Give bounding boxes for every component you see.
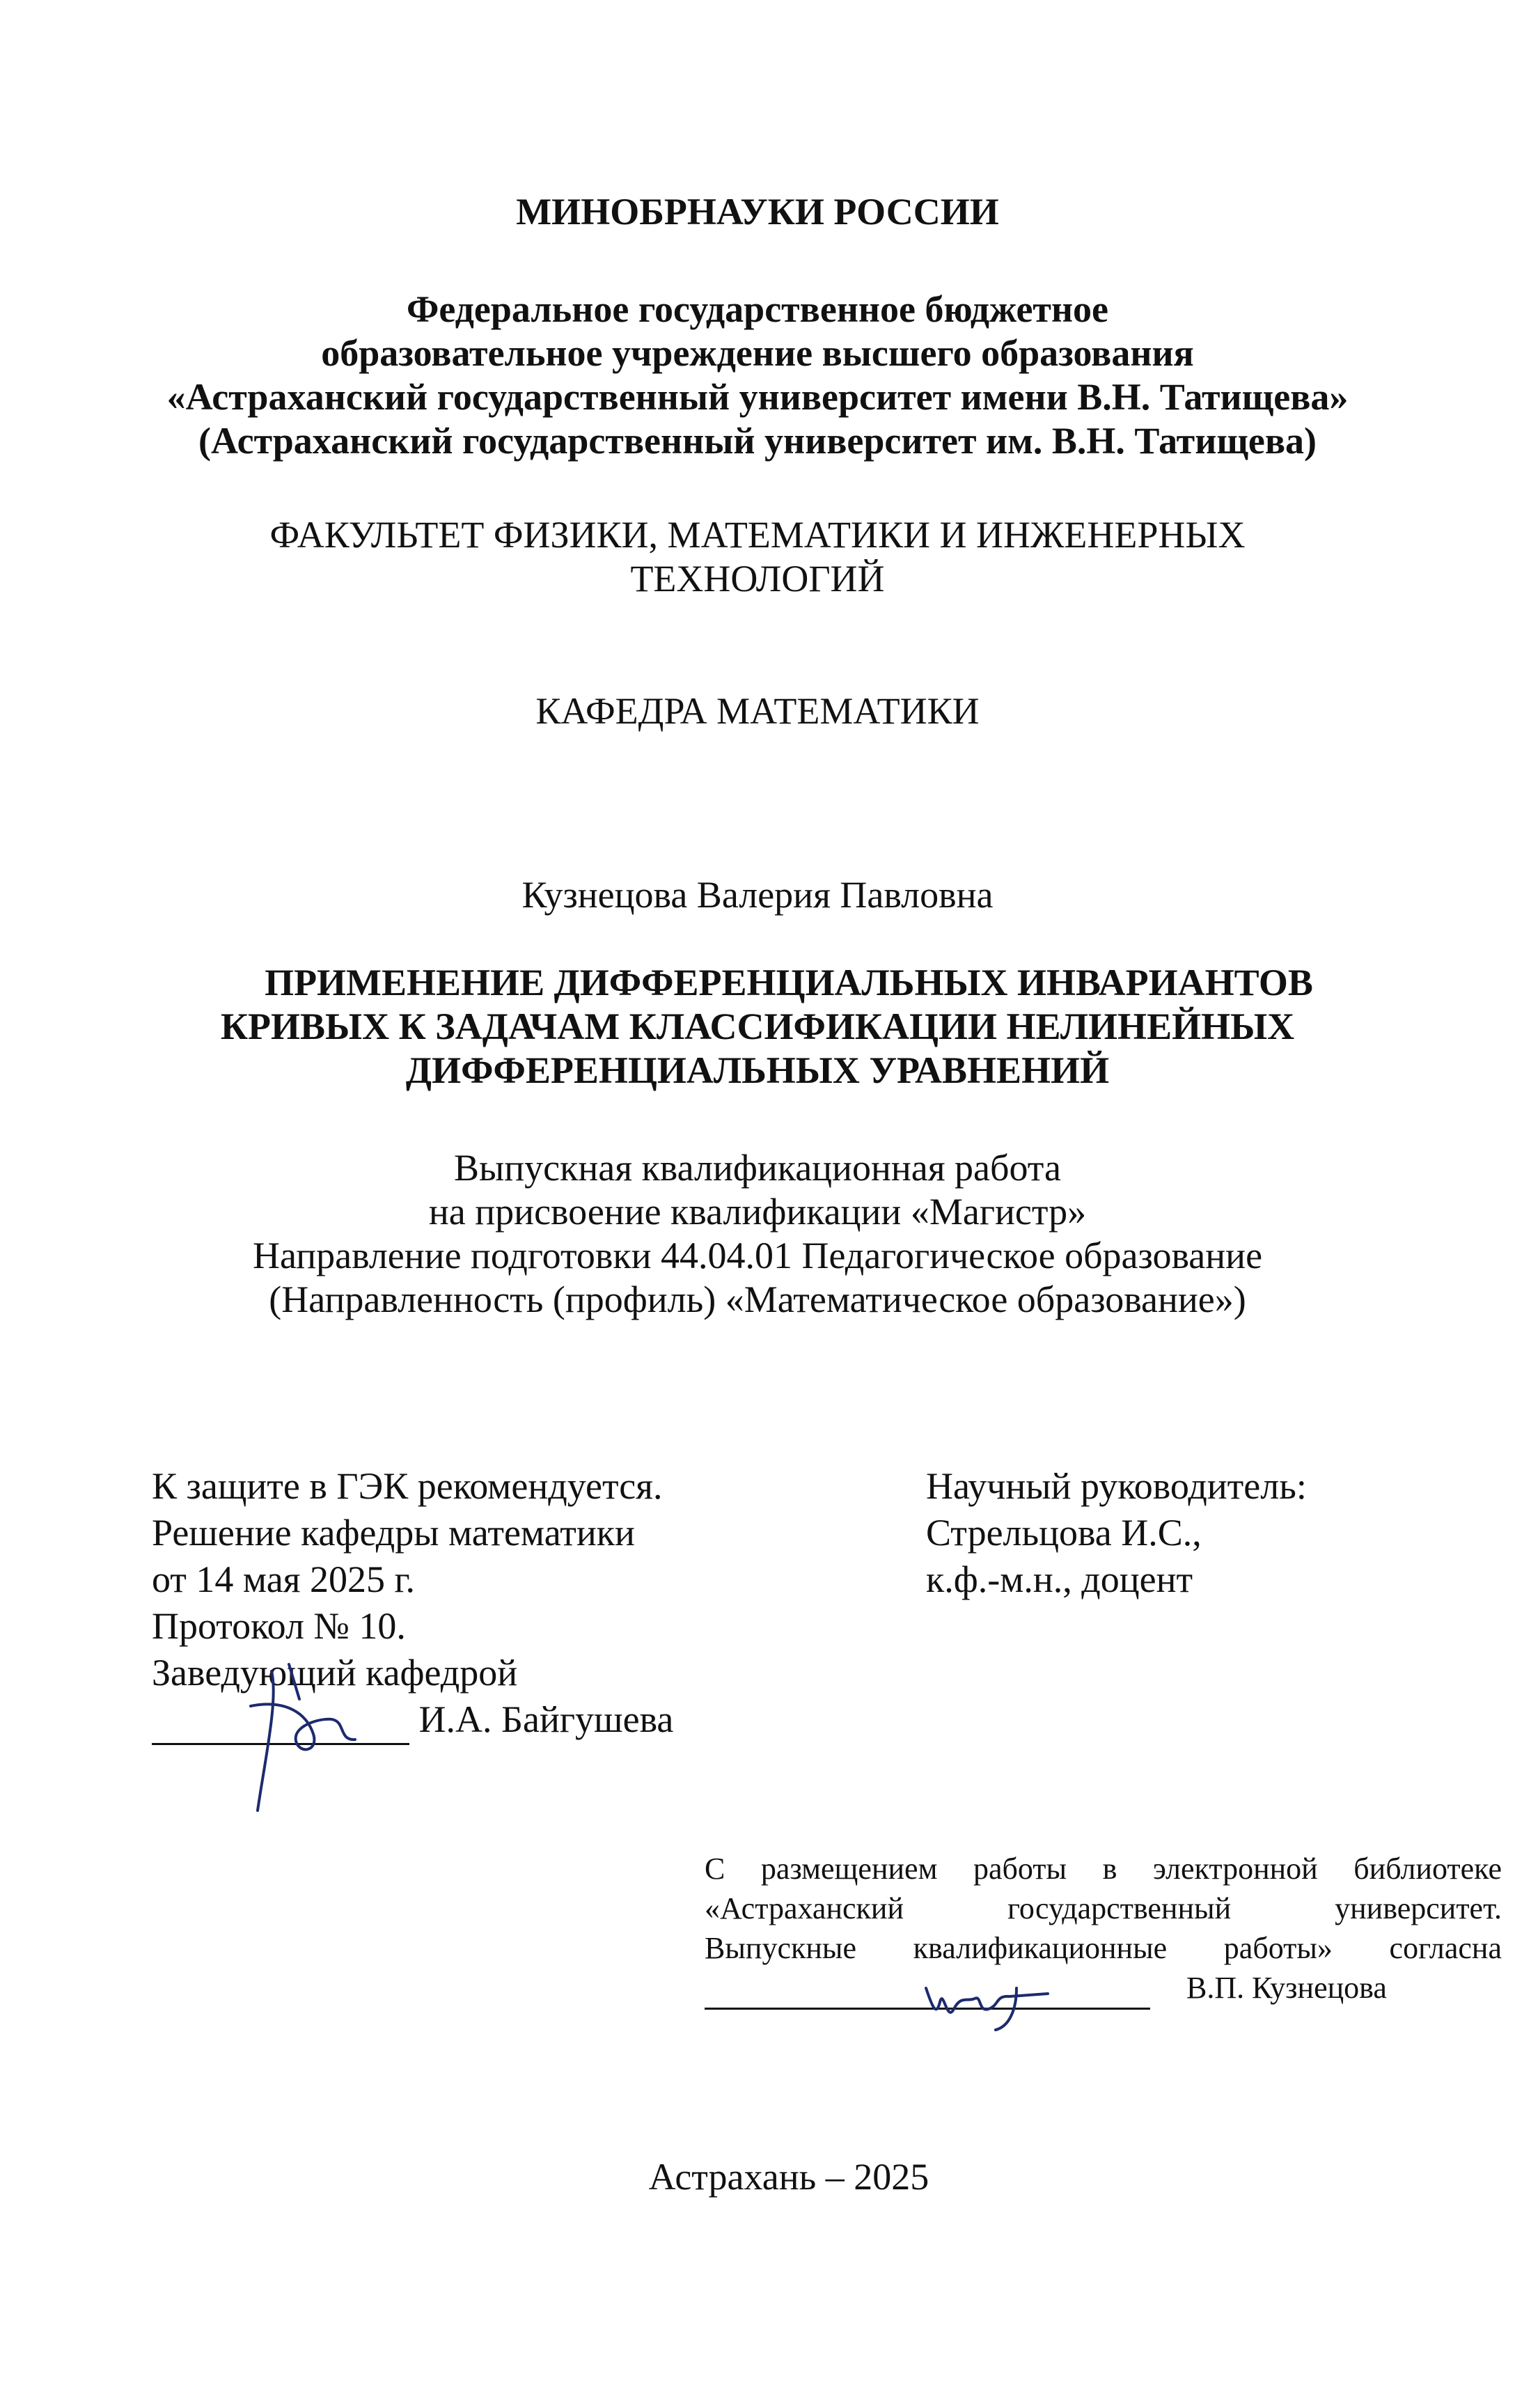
library-signature-row bbox=[705, 1968, 1502, 2010]
supervisor-degree: к.ф.-м.н., доцент bbox=[926, 1558, 1193, 1600]
institution-line-1: Федеральное государственное бюджетное bbox=[406, 288, 1109, 330]
institution-line-4: (Астраханский государственный университет им. В.Н. Татищева) bbox=[198, 420, 1317, 462]
study-profile: (Направленность (профиль) «Математическое образование») bbox=[269, 1279, 1246, 1320]
approval-line-3: от 14 мая 2025 г. bbox=[152, 1558, 416, 1600]
library-consent-line-3: Выпускные квалификационные работы» согласна bbox=[705, 1931, 1502, 1965]
department-heading: КАФЕДРА МАТЕМАТИКИ bbox=[535, 690, 980, 732]
library-consent-line-2: «Астраханский государственный университет. bbox=[705, 1891, 1502, 1925]
thesis-title-line-3: ДИФФЕРЕНЦИАЛЬНЫХ УРАВНЕНИЙ bbox=[405, 1049, 1110, 1091]
work-type-line-1: Выпускная квалификационная работа bbox=[453, 1147, 1062, 1189]
institution-line-3: «Астраханский государственный университет имени В.Н. Татищева» bbox=[166, 376, 1349, 418]
study-direction: Направление подготовки 44.04.01 Педагогическое образование bbox=[252, 1235, 1263, 1276]
student-signature bbox=[912, 1960, 1051, 2037]
institution-line-2: образовательное учреждение высшего образования bbox=[321, 332, 1194, 374]
approval-line-1: К защите в ГЭК рекомендуется. bbox=[152, 1465, 663, 1507]
supervisor-name: Стрельцова И.С., bbox=[926, 1512, 1202, 1554]
ministry-heading: МИНОБРНАУКИ РОССИИ bbox=[516, 191, 999, 233]
faculty-line-2: ТЕХНОЛОГИЙ bbox=[630, 558, 885, 600]
city-year: Астрахань – 2025 bbox=[648, 2156, 929, 2198]
head-signature bbox=[223, 1657, 376, 1817]
head-of-department-name: И.А. Байгушева bbox=[418, 1698, 674, 1740]
thesis-title-line-2: КРИВЫХ К ЗАДАЧАМ КЛАССИФИКАЦИИ НЕЛИНЕЙНЫХ bbox=[220, 1006, 1295, 1047]
work-type-line-2: на присвоение квалификации «Магистр» bbox=[428, 1191, 1087, 1233]
library-consent-line-1: С размещением работы в электронной библиотеке bbox=[705, 1852, 1502, 1886]
author-name: Кузнецова Валерия Павловна bbox=[521, 874, 994, 916]
supervisor-label: Научный руководитель: bbox=[926, 1465, 1307, 1507]
faculty-line-1: ФАКУЛЬТЕТ ФИЗИКИ, МАТЕМАТИКИ И ИНЖЕНЕРНЫХ bbox=[269, 514, 1246, 556]
library-consent bbox=[705, 1849, 1502, 2010]
thesis-title-line-1: ПРИМЕНЕНИЕ ДИФФЕРЕНЦИАЛЬНЫХ ИНВАРИАНТОВ bbox=[265, 962, 1313, 1003]
approval-line-2: Решение кафедры математики bbox=[152, 1512, 635, 1554]
approval-line-4: Протокол № 10. bbox=[152, 1605, 406, 1647]
approval-line-5: Заведующий кафедрой bbox=[152, 1652, 518, 1694]
library-signer-name: В.П. Кузнецова bbox=[1186, 1971, 1387, 2005]
